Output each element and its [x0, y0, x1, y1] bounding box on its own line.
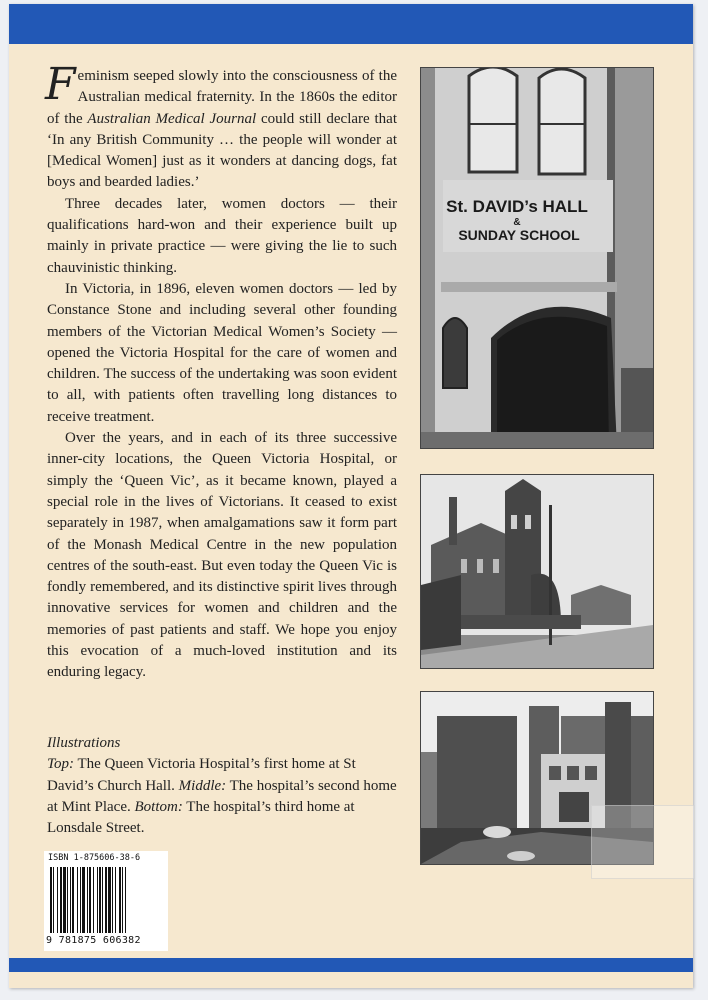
- barcode-bar: [125, 867, 126, 933]
- barcode-bar: [60, 867, 62, 933]
- illustrations-text: [47, 754, 397, 839]
- caption-bottom-label: Bottom:: [134, 798, 183, 815]
- barcode-bars: [50, 867, 162, 933]
- photo-st-davids-hall: [420, 67, 654, 449]
- barcode-bar: [102, 867, 103, 933]
- barcode-bar: [89, 867, 91, 933]
- barcode-bar: [115, 867, 116, 933]
- sign-line-1: St. DAVID’s HALL: [446, 197, 588, 216]
- bottom-blue-band: [9, 958, 693, 972]
- paragraph-2: Three decades later, women doctors — their qualifications hard-won and their experience built up mainly in private practice — were giving the lie to such chauvinistic thinking.: [47, 195, 397, 276]
- sign-line-2: SUNDAY SCHOOL: [458, 227, 580, 243]
- barcode-bar: [82, 867, 85, 933]
- barcode-bar: [50, 867, 52, 933]
- barcode-bar: [53, 867, 54, 933]
- barcode-bar: [70, 867, 71, 933]
- illustrations-heading: Illustrations: [47, 735, 121, 751]
- barcode-bar: [105, 867, 107, 933]
- barcode-bar: [77, 867, 78, 933]
- barcode-bar: [99, 867, 101, 933]
- drop-cap: F: [45, 59, 76, 110]
- blurb-text: [45, 59, 397, 684]
- barcode-bar: [93, 867, 94, 933]
- barcode-bar: [72, 867, 74, 933]
- caption-middle-text: The hospital’s second home at Mint Place.: [47, 777, 397, 815]
- journal-title: Australian Medical Journal: [87, 110, 257, 127]
- caption-top-text: The Queen Victoria Hospital’s first home at St David’s Church Hall.: [47, 756, 356, 794]
- barcode-bar: [112, 867, 113, 933]
- caption-bottom-text: The hospital’s third home at Lonsdale Street.: [47, 798, 355, 837]
- barcode-bar: [57, 867, 58, 933]
- paragraph-1: [45, 59, 397, 194]
- paragraph-4: Over the years, and in each of its three successive inner-city locations, the Queen Victoria Hospital, or simply the ‘Queen Vic’, as it became known, played a special role in the lives of Victorians. It ceased to exist separately in 1987, when amalgamations saw it form part of the Monash Medical Centre in the new population centres of the south-east. But even today the Queen Vic is fondly remembered, and its distinctive spirit lives through innovative services for women and children and the memories of past patients and staff. We hope you enjoy this evocation of a much-loved institution and its enduring legacy.: [47, 430, 397, 681]
- barcode-bar: [67, 867, 68, 933]
- paragraph-3: In Victoria, in 1896, eleven women doctors — led by Constance Stone and including several other founding members of the Victorian Medical Women’s Society — opened the Victoria Hospital for the care of women and children. The success of the undertaking was soon evident to all, with patients often travelling long distances to receive treatment.: [47, 280, 397, 425]
- barcode-bar: [87, 867, 88, 933]
- barcode-bar: [119, 867, 121, 933]
- caption-middle-label: Middle:: [178, 777, 227, 794]
- paragraph-1-text-b: could still declare that ‘In any British Community … the people will wonder at [Medical Women] just as it wonders at dancing dogs, fat boys and bearded ladies.’: [47, 110, 397, 191]
- barcode-bar: [80, 867, 81, 933]
- price-sticker-residue: [591, 805, 695, 879]
- top-blue-band: [9, 4, 693, 44]
- isbn-barcode: [44, 851, 168, 951]
- caption-top-label: Top:: [47, 756, 74, 773]
- barcode-bar: [122, 867, 123, 933]
- paragraph-1-text-a: eminism seeped slowly into the consciousness of the Australian medical fraternity. In the 1860s the editor of the: [47, 68, 397, 127]
- barcode-bar: [108, 867, 111, 933]
- illustrations-caption: [47, 733, 397, 839]
- photo-mint-place: [420, 474, 654, 669]
- barcode-number: 9 781875 606382: [46, 935, 141, 946]
- barcode-bar: [63, 867, 66, 933]
- sign-ampersand: &: [513, 217, 521, 228]
- isbn-label: ISBN 1-875606-38-6: [48, 853, 141, 863]
- barcode-bar: [97, 867, 98, 933]
